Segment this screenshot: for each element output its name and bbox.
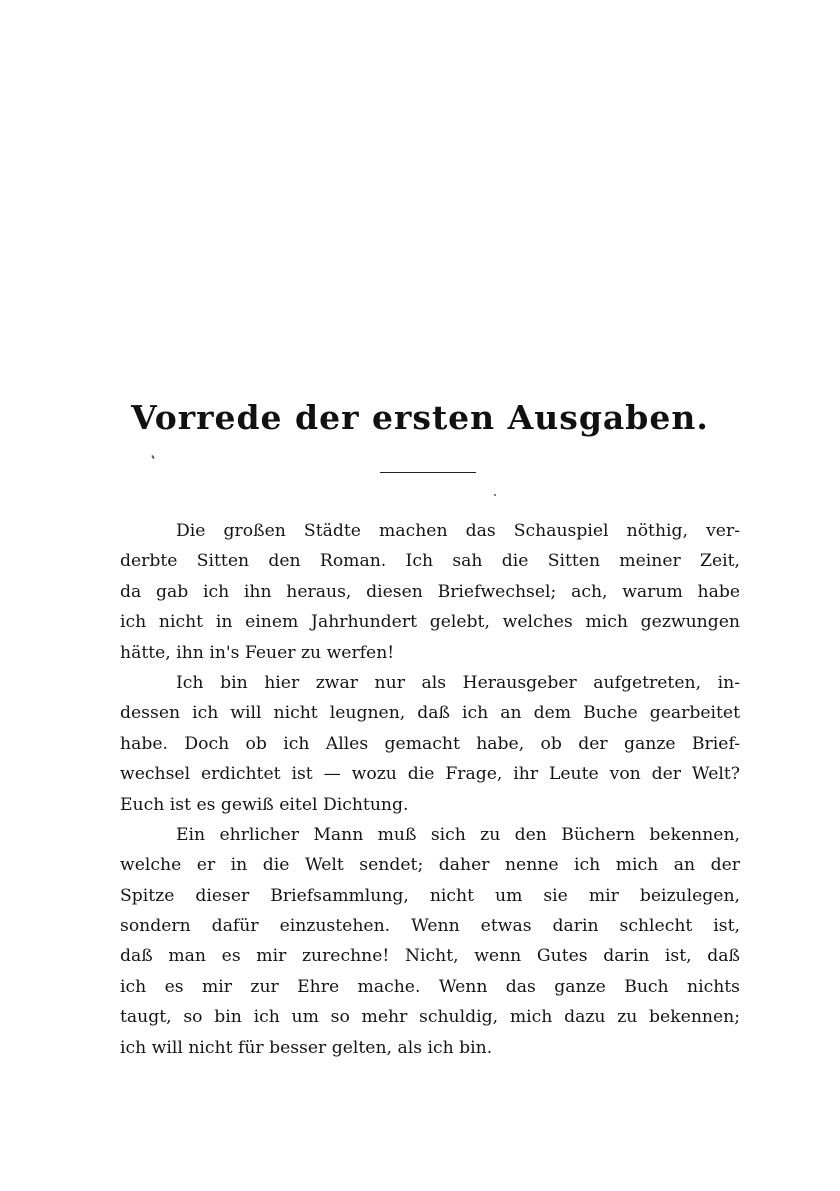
chapter-title: Vorrede der ersten Ausgaben. <box>131 398 709 437</box>
text-line: Euch ist es gewiß eitel Dichtung. <box>120 794 409 815</box>
text-line: welche er in die Welt sendet; daher nenne ich mich an der <box>120 855 740 876</box>
text-line: wechsel erdichtet ist — wozu die Frage, ihr Leute von der Welt? <box>120 764 740 785</box>
print-speck <box>494 494 496 496</box>
text-line: Ich bin hier zwar nur als Herausgeber aufgetreten, in- <box>176 672 740 693</box>
text-line: ich nicht in einem Jahrhundert gelebt, welches mich gezwungen <box>120 612 740 633</box>
text-line: Spitze dieser Briefsammlung, nicht um sie mir beizulegen, <box>120 885 740 906</box>
text-line: ich will nicht für besser gelten, als ich bin. <box>120 1037 493 1058</box>
preface-text <box>120 516 740 1063</box>
text-line: da gab ich ihn heraus, diesen Briefwechsel; ach, warum habe <box>120 581 740 602</box>
text-line: dessen ich will nicht leugnen, daß ich an dem Buche gearbeitet <box>120 703 740 724</box>
text-line: daß man es mir zurechne! Nicht, wenn Gutes darin ist, daß <box>120 946 740 967</box>
text-line: ich es mir zur Ehre mache. Wenn das ganze Buch nichts <box>120 976 740 997</box>
text-line: hätte, ihn in's Feuer zu werfen! <box>120 642 395 663</box>
text-line: habe. Doch ob ich Alles gemacht habe, ob der ganze Brief- <box>120 733 740 754</box>
text-line: Ein ehrlicher Mann muß sich zu den Büchern bekennen, <box>176 824 740 845</box>
text-line: taugt, so bin ich um so mehr schuldig, mich dazu zu bekennen; <box>120 1007 740 1028</box>
text-line: derbte Sitten den Roman. Ich sah die Sitten meiner Zeit, <box>120 551 740 572</box>
text-line: sondern dafür einzustehen. Wenn etwas darin schlecht ist, <box>120 916 740 937</box>
text-line: Die großen Städte machen das Schauspiel nöthig, ver- <box>176 521 740 541</box>
title-divider <box>380 472 476 473</box>
print-speck <box>151 455 155 459</box>
